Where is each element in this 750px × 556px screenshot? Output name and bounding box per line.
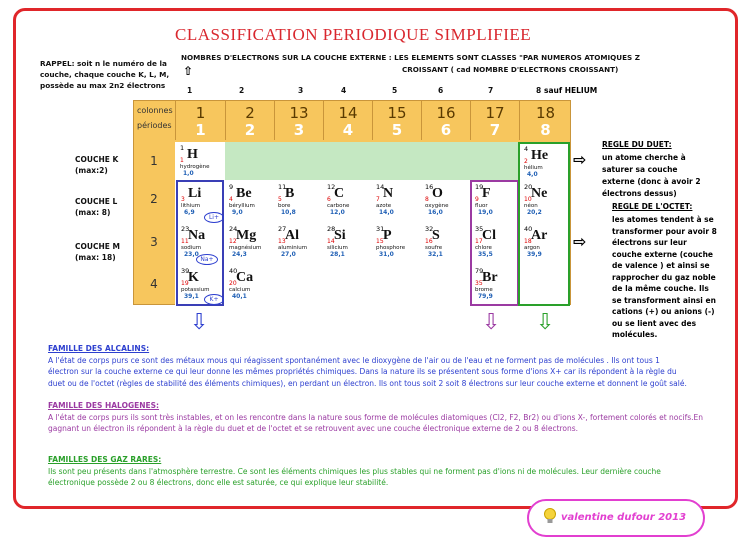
col-number: 6 bbox=[438, 86, 444, 95]
col-number: 1 bbox=[187, 86, 193, 95]
up-arrow-icon: ⇧ bbox=[183, 64, 194, 78]
alcalins-section: FAMILLE DES ALCALINS: A l'état de corps purs ce sont des métaux mous qui réagissent spontanément avec le dioxygène de l'air ou de l'eau et ne forment pas de molécules . Ils ont tous 1 électron sur la couche externe ce qui leur donne les mêmes propriétés chimiques. Dans la nature ils se présentent sous forme d'ions X+ car ils répondent à la règle du duet ou de l'octet (règles de stabilité des éléments chimiques), en perdant un électron. Ils ont tous soit 2 soit 8 électrons sur leur couche externe et donnent le goût salé. bbox=[48, 344, 687, 388]
ion-K: K+ bbox=[204, 294, 224, 305]
down-arrow-icon: ⇩ bbox=[536, 310, 555, 335]
col-number: 5 bbox=[392, 86, 398, 95]
gaz-rares-section: FAMILLES DES GAZ RARES: Ils sont peu présents dans l'atmosphère terrestre. Ce sont les éléments chimiques les plus stables qui ne forment pas d'ions ni de molécules. Leur dernière couche électronique possède 2 ou 8 électrons, donc elle est saturée, ce qui explique leur stabilité. bbox=[48, 455, 661, 487]
couche-l: COUCHE L (max: 8) bbox=[75, 197, 118, 217]
element-K: 39 K 19 potassium 39,1 bbox=[178, 266, 222, 304]
group-header: 16 6 bbox=[421, 100, 470, 140]
down-arrow-icon: ⇩ bbox=[190, 310, 209, 335]
element-P: 31 P 15 phosphore 31,0 bbox=[373, 224, 420, 264]
signature-badge bbox=[527, 499, 705, 537]
element-Li: Li 3 lithium 6,9 bbox=[178, 182, 222, 222]
signature-text: valentine dufour 2013 bbox=[561, 512, 687, 523]
group-header: 17 7 bbox=[470, 100, 519, 140]
gaz-rares-box bbox=[518, 142, 570, 306]
element-Br: 79 Br 35 brome 79,9 bbox=[472, 266, 517, 304]
col-number: 3 bbox=[298, 86, 304, 95]
element-Be: 9 Be 4 béryllium 9,0 bbox=[226, 182, 273, 222]
corner-colonnes: colonnes bbox=[137, 106, 173, 115]
element-Na: 23 Na 11 sodium 23,0 bbox=[178, 224, 222, 264]
element-Al: 27 Al 13 aluminium 27,0 bbox=[275, 224, 322, 264]
lightbulb-icon bbox=[543, 507, 557, 527]
period-label: 3 bbox=[150, 235, 158, 249]
down-arrow-icon: ⇩ bbox=[482, 310, 501, 335]
alcalins-box bbox=[176, 180, 224, 306]
element-B: 11 B 5 bore 10,8 bbox=[275, 182, 322, 222]
table-corner bbox=[133, 100, 175, 140]
col-number: 7 bbox=[488, 86, 494, 95]
group-header: 18 8 bbox=[519, 100, 571, 140]
duet-text: un atome cherche à saturer sa couche externe (donc à avoir 2 électrons dessus) bbox=[602, 153, 701, 198]
col-number: 8 bbox=[536, 86, 542, 95]
element-Ca: 40 Ca 20 calcium 40,1 bbox=[226, 266, 273, 304]
arrow-right-icon: ⇨ bbox=[573, 232, 587, 251]
group-header: 1 1 bbox=[175, 100, 225, 140]
group-header: 13 3 bbox=[274, 100, 323, 140]
period1-gap bbox=[225, 142, 519, 180]
element-S: 32 S 16 soufre 32,1 bbox=[422, 224, 469, 264]
element-N: 14 N 7 azote 14,0 bbox=[373, 182, 420, 222]
col-number: 2 bbox=[239, 86, 245, 95]
element-Si: 28 Si 14 silicium 28,1 bbox=[324, 224, 371, 264]
electrons-note-line2: CROISSANT ( cad NOMBRE D'ELECTRONS CROISSANT) bbox=[402, 65, 619, 74]
page-title: CLASSIFICATION PERIODIQUE SIMPLIFIEE bbox=[175, 25, 532, 44]
element-H: 1 H 1 hydrogène 1,0 bbox=[177, 143, 224, 179]
element-Ar: 40 Ar 18 argon 39,9 bbox=[521, 224, 567, 264]
group-header: 15 5 bbox=[372, 100, 421, 140]
period-label: 1 bbox=[150, 154, 158, 168]
col-number: 4 bbox=[341, 86, 347, 95]
ion-Li: Li+ bbox=[204, 212, 224, 223]
octet-text: les atomes tendent à se transformer pour avoir 8 électrons sur leur couche externe (couche de valence ) et ainsi se rapprocher du gaz noble de la même couche. Ils se transforment ainsi en cations (+) ou anions (-) ou se lient avec des molécules. bbox=[612, 215, 717, 339]
group-header: 14 4 bbox=[323, 100, 372, 140]
halogenes-box bbox=[470, 180, 519, 306]
element-F: 19 F 9 fluor 19,0 bbox=[472, 182, 517, 222]
corner-periodes: périodes bbox=[137, 121, 172, 130]
halogenes-section: FAMILLE DES HALOGENES: A l'état de corps purs ils sont très instables, et on les rencontre dans la nature sous forme de molécules diatomiques (Cl2, F2, Br2) ou d'ions X-, fortement colorés et nocifs.En gagnant un électron ils répondent à la règle du duet et de l'octet et se retrouvent avec une couche électronique externe de 2 ou 8 électrons. bbox=[48, 401, 704, 433]
electrons-note-line1: NOMBRES D'ELECTRONS SUR LA COUCHE EXTERNE : LES ELEMENTS SONT CLASSES "PAR NUMEROS ATOMIQUES Z bbox=[181, 53, 640, 62]
ion-Na: Na+ bbox=[196, 254, 218, 265]
element-He: 4 He 2 hélium 4,0 bbox=[521, 144, 568, 179]
element-Ne: 20 Ne 10 néon 20,2 bbox=[521, 182, 567, 222]
element-Mg: 24 Mg 12 magnésium 24,3 bbox=[226, 224, 273, 264]
helium-note: sauf HELIUM bbox=[544, 86, 598, 95]
couche-m: COUCHE M (max: 18) bbox=[75, 242, 120, 262]
period-label: 4 bbox=[150, 277, 158, 291]
element-O: 16 O 8 oxygène 16,0 bbox=[422, 182, 469, 222]
group-header: 2 2 bbox=[225, 100, 274, 140]
arrow-right-icon: ⇨ bbox=[573, 150, 587, 169]
element-Cl: 35 Cl 17 chlore 35,5 bbox=[472, 224, 517, 264]
octet-title: REGLE DE L'OCTET: bbox=[612, 202, 693, 211]
element-C: 12 C 6 carbone 12,0 bbox=[324, 182, 371, 222]
couche-k: COUCHE K (max:2) bbox=[75, 155, 119, 175]
duet-title: REGLE DU DUET: bbox=[602, 140, 672, 149]
period-label: 2 bbox=[150, 192, 158, 206]
rappel-note: RAPPEL: soit n le numéro de la couche, chaque couche K, L, M, possède au max 2n2 électrons bbox=[40, 59, 170, 90]
